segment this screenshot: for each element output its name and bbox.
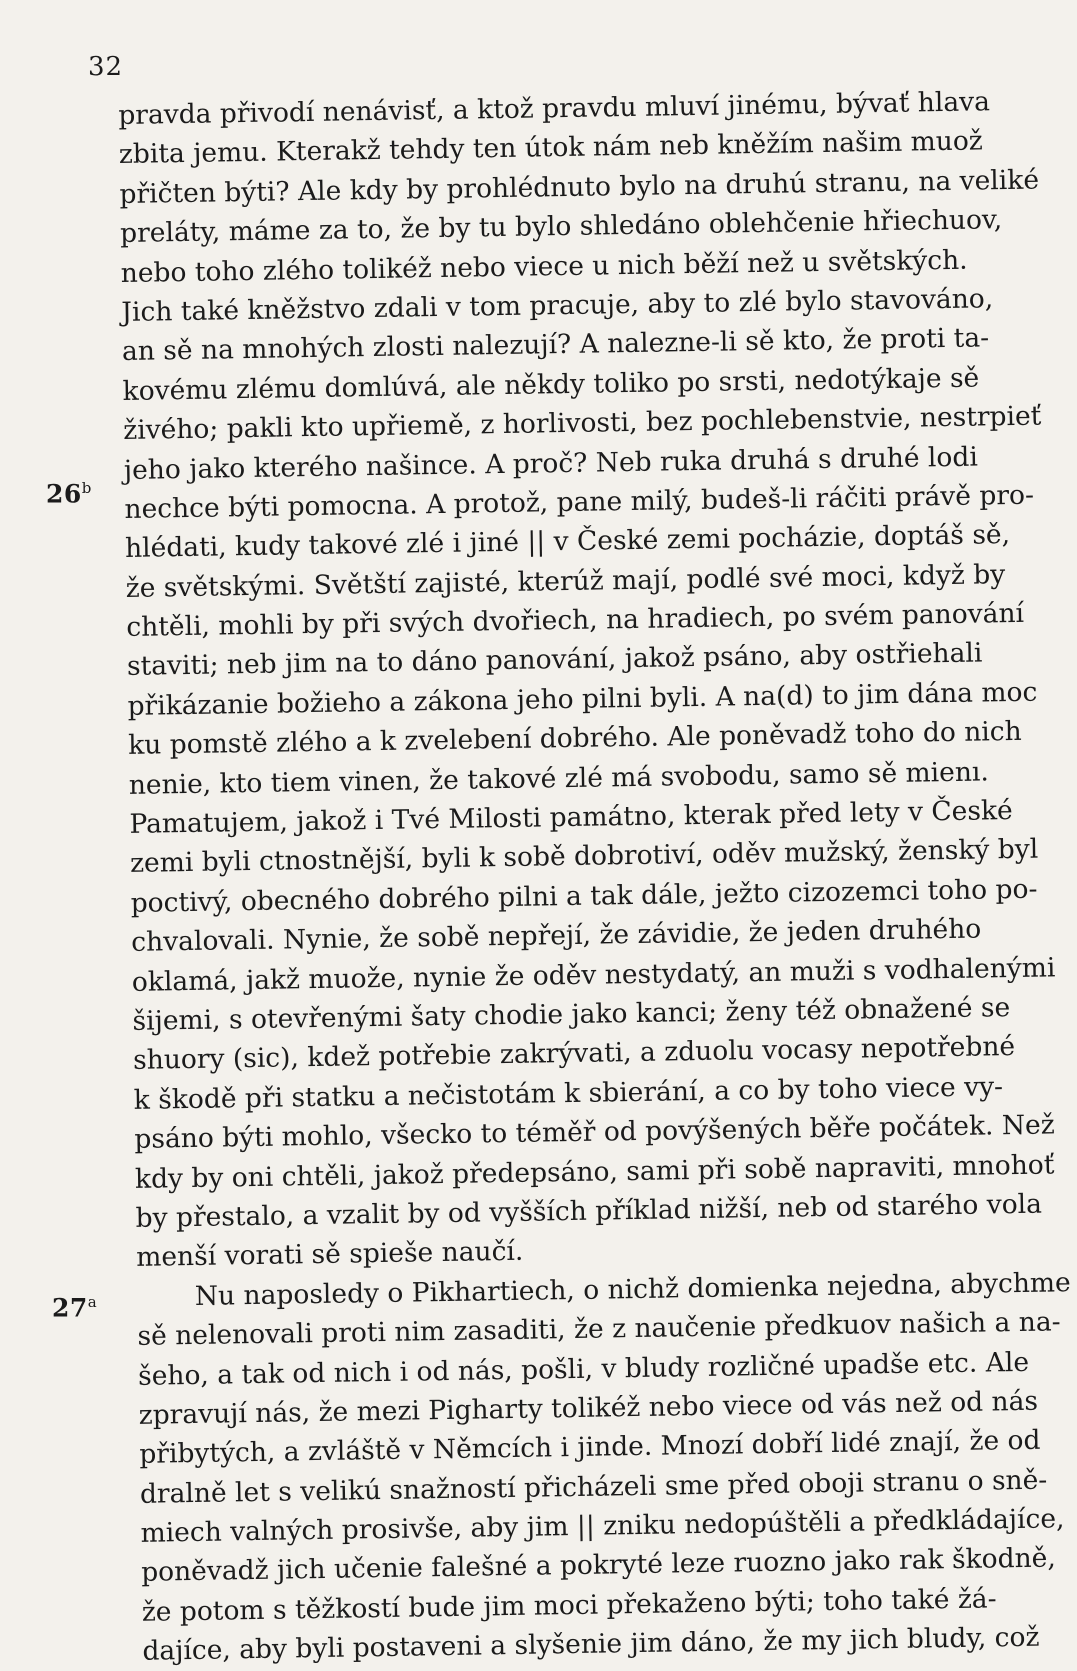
text-line: ku pomstě zlého a k zvelebení dobrého. Ale poněvadž toho do nich — [127, 716, 1022, 762]
margin-note-sup: b — [81, 479, 92, 497]
text-line-paragraph-start: Nu naposledy o Pikhartiech, o nichž domienka nejedna, abychme — [194, 1266, 1071, 1312]
text-line: chvalovali. Nynie, že sobě nepřejí, že závidie, že jeden druhého — [131, 913, 982, 959]
text-line: že světskými. Světští zajisté, kterúž mají, podlé své moci, když by — [125, 558, 1006, 604]
text-line: dralně let s velikú snažností přicházeli sme před oboji stranu o sně- — [139, 1464, 1048, 1510]
text-line: hlédati, kudy takové zlé i jiné || v České zemi pocházie, doptáš sě, — [124, 519, 1011, 565]
text-line: že potom s těžkostí bude jim moci překaženo býti; toho také žá- — [141, 1583, 997, 1628]
text-line: šeho, a tak od nich i od nás, pošli, v bludy rozličné upadše etc. Ale — [137, 1346, 1030, 1392]
text-line: zpravují nás, že mezi Pigharty tolikéž nebo viece od vás než od nás — [138, 1385, 1039, 1431]
text-line: nenie, kto tiem vinen, že takové zlé má svobodu, samo sě mienı. — [128, 756, 990, 801]
text-line: pravda přivodí nenávisť, a ktož pravdu mluví jinému, bývať hlava — [118, 86, 991, 131]
text-line: přičten býti? Ale kdy by prohlédnuto bylo na druhú stranu, na veliké — [119, 164, 1040, 210]
text-line: poctivý, obecného dobrého pilni a tak dále, ježto cizozemci toho po- — [130, 873, 1038, 919]
text-line-paragraph-end: menší vorati sě spieše naučí. — [136, 1236, 524, 1274]
text-line: preláty, máme za to, že by tu bylo shledáno oblehčenie hřiechuov, — [119, 204, 1003, 250]
text-line: poněvadž jich učenie falešné a pokryté leze ruozno jako rak škodně, — [140, 1542, 1056, 1589]
text-line: Pamatujem, jakož i Tvé Milosti památno, kterak před lety v České — [129, 795, 1013, 840]
text-line: zbita jemu. Kterakž tehdy ten útok nám neb kněžím našim muož — [118, 125, 984, 171]
text-line: nechce býti pomocna. A protož, pane milý, budeš-li ráčiti právě pro- — [124, 479, 1035, 525]
text-line: shuory (sic), kdež potřebie zakrývati, a zduolu vocasy nepotřebné — [132, 1031, 1016, 1077]
text-line: sě nelenovali proti nim zasaditi, že z naučenie předkuov našich a na- — [137, 1306, 1061, 1352]
text-line: k škodě při statku a nečistotám k sbierání, a co by toho viece vy- — [133, 1070, 1004, 1116]
text-line: staviti; neb jim na to dáno panování, jakož psáno, aby ostřiehali — [126, 637, 983, 683]
text-line: kovému zlému domlúvá, ale někdy toliko po srsti, nedotýkaje sě — [122, 362, 980, 407]
text-line: by přestalo, a vzalit by od vyšších příklad nižší, neb od starého vola — [135, 1188, 1043, 1234]
text-line: jeho jako kterého našince. A proč? Neb ruka druhá s druhé lodi — [123, 441, 979, 486]
text-line: oklamá, jakž muože, nynie že oděv nestydatý, an muži s vodhalenými — [131, 951, 1056, 998]
text-line: zemi byli ctnostnější, byli k sobě dobrotiví, oděv mužský, ženský byl — [129, 834, 1039, 880]
text-line: přibytých, a zvláště v Němcích i jinde. Mnozí dobří lidé znají, že od — [139, 1424, 1041, 1471]
text-line: miech valných prosivše, aby jim || zniku nedopúštěli a předkládajíce, — [140, 1503, 1065, 1549]
text-line: nebo toho zlého tolikéž nebo viece u nich běží než u světských. — [120, 244, 968, 289]
text-line: an sě na mnohých zlosti nalezují? A nalezne-li sě kto, že proti ta- — [121, 322, 990, 368]
text-line: živého; pakli kto upřiemě, z horlivosti, bez pochlebenstvie, nestrpieť — [123, 400, 1042, 447]
page-number: 32 — [88, 52, 124, 82]
margin-note-sup: a — [87, 1293, 98, 1311]
text-line: Jich také kněžstvo zdali v tom pracuje, aby to zlé bylo stavováno, — [121, 283, 994, 328]
text-line: přikázanie božieho a zákona jeho pilni byli. A na(d) to jim dána moc — [127, 676, 1038, 722]
margin-note-main: 27 — [52, 1293, 88, 1323]
body-text — [118, 84, 1071, 1671]
margin-note-folio-27a — [52, 1293, 97, 1322]
text-line: chtěli, mohli by při svých dvořiech, na hradiech, po svém panování — [126, 597, 1025, 644]
margin-note-folio-26b — [46, 479, 92, 508]
text-line: šijemi, s otevřenými šaty chodie jako kanci; ženy též obnažené se — [132, 992, 1011, 1037]
text-line: dajíce, aby byli postaveni a slyšenie jim dáno, že my jich bludy, což — [142, 1621, 1040, 1668]
text-line: kdy by oni chtěli, jakož předepsáno, sami při sobě napraviti, mnohoť — [134, 1148, 1055, 1195]
text-line: psáno býti mohlo, všecko to téměř od povýšených běře počátek. Než — [134, 1109, 1055, 1156]
margin-note-main: 26 — [46, 479, 82, 509]
